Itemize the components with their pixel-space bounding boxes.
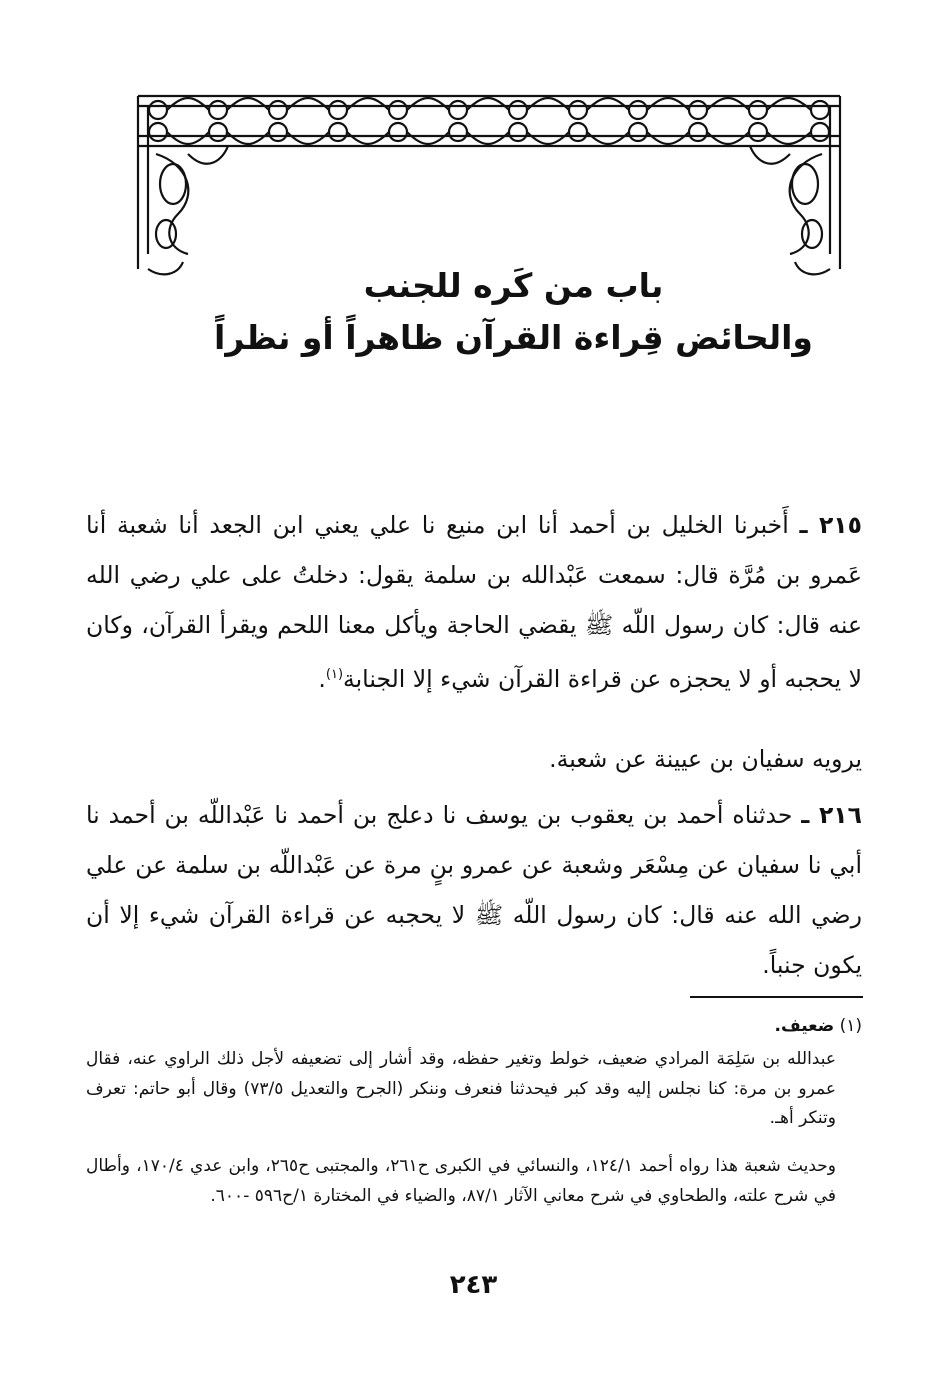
hadith-text: حدثناه أحمد بن يعقوب بن يوسف نا دعلج بن أحمد نا عَبْداللّه بن أحمد نا أبي نا سفيان عن مِسْعَر وشعبة عن عمرو بنٍ مرة عن عَبْداللّه بن سلمة عن علي رضي الله عنه قال: كان رسول اللّه ﷺ لا يحجبه عن قراءة القرآن شيء إلا أن يكون جنباً. [86,801,862,979]
footnote-text: عبدالله بن سَلِمَة المرادي ضعيف، خولط وتغير حفظه، وقد أشار إلى تضعيفه لأجل ذلك الراوي عنه، فقال عمرو بن مرة: كنا نجلس إليه وقد كبر فيحدثنا فنعرف وننكر (الجرح والتعديل ٧٣/٥) وقال أبو حاتم: تعرف وتنكر أهـ. [86,1049,836,1128]
footnote-grade: ضعيف. [774,1016,835,1036]
footnote-marker: (١) [839,1016,862,1036]
hadith-216 [86,790,862,990]
footnote-text: وحديث شعبة هذا رواه أحمد ١٢٤/١، والنسائي في الكبرى ح٢٦١، والمجتبى ح٢٦٥، وابن عدي ١٧٠/٤، وأطال في شرح علته، والطحاوي في شرح معاني الآثار ٨٧/١، والضياء في المختارة ١/ح٥٩٦ -٦٠٠. [86,1156,836,1206]
footnote-paragraph-1 [86,1045,862,1134]
page-number: ٢٤٣ [449,1270,498,1300]
narration-note-text: يرويه سفيان بن عيينة عن شعبة. [549,745,862,773]
footnote-paragraph-2 [86,1152,862,1211]
hadith-text: أَخبرنا الخليل بن أحمد أنا ابن منيع نا علي يعني ابن الجعد أنا شعبة أنا عَمرو بن مُرَّة قال: سمعت عَبْدالله بن سلمة يقول: دخلتُ على علي رضي الله عنه قال: كان رسول اللّه ﷺ يقضي الحاجة ويأكل معنا اللحم ويقرأ القرآن، وكان لا يحجبه أو لا يحجزه عن قراءة القرآن شيء إلا الجنابة [86,511,862,693]
hadith-number: ٢١٦ ـ [801,801,862,829]
ornamental-frame [128,84,850,284]
chapter-title-line-2: والحائض قِراءة القرآن ظاهراً أو نظراً [214,318,813,357]
hadith-number: ٢١٥ ـ [799,511,862,539]
footnote-reference: (١) [325,667,344,682]
footnote-heading [86,1012,862,1042]
chapter-title-line-1: باب من كَره للجنب [363,266,664,305]
hadith-215 [86,500,862,704]
narration-note [86,734,862,784]
footnote-separator [690,996,863,998]
hadith-end: . [318,664,326,693]
